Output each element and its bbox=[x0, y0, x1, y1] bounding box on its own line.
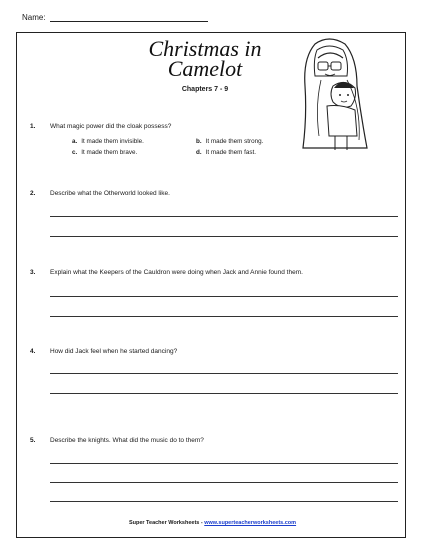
question-text-4: How did Jack feel when he started dancing? bbox=[50, 348, 178, 355]
answer-line[interactable] bbox=[50, 482, 398, 483]
name-label: Name: bbox=[22, 13, 46, 22]
answer-line[interactable] bbox=[50, 463, 398, 464]
answer-line[interactable] bbox=[50, 501, 398, 502]
name-line[interactable] bbox=[50, 13, 208, 22]
answer-line[interactable] bbox=[50, 393, 398, 394]
footer-brand: Super Teacher Worksheets bbox=[128, 520, 200, 526]
question-text-1: What magic power did the cloak possess? bbox=[50, 123, 172, 130]
jack-annie-cloak-illustration bbox=[285, 36, 375, 154]
question-number-3: 3. bbox=[30, 269, 36, 276]
choice-d[interactable] bbox=[196, 149, 256, 156]
choice-text: It made them invisible. bbox=[81, 138, 144, 145]
answer-line[interactable] bbox=[50, 236, 398, 237]
name-field-row bbox=[22, 13, 208, 22]
choice-letter: d. bbox=[196, 149, 202, 156]
footer-url-link[interactable]: www.superteacherworksheets.com bbox=[204, 520, 297, 526]
answer-line[interactable] bbox=[50, 316, 398, 317]
choice-letter: c. bbox=[72, 149, 78, 156]
choice-b[interactable] bbox=[196, 138, 263, 145]
question-text-2: Describe what the Otherworld looked like. bbox=[50, 190, 170, 197]
answer-line[interactable] bbox=[50, 216, 398, 217]
question-number-2: 2. bbox=[30, 190, 36, 197]
choice-text: It made them fast. bbox=[205, 149, 257, 156]
title-line-1: Christmas in bbox=[148, 36, 262, 61]
worksheet-title bbox=[130, 36, 280, 81]
question-text-3: Explain what the Keepers of the Cauldron were doing when Jack and Annie found them. bbox=[50, 269, 303, 276]
choice-text: It made them brave. bbox=[81, 149, 138, 156]
footer-separator: - bbox=[199, 520, 205, 526]
footer bbox=[0, 520, 425, 526]
question-number-1: 1. bbox=[30, 123, 36, 130]
choice-letter: a. bbox=[72, 138, 78, 145]
question-number-4: 4. bbox=[30, 348, 36, 355]
title-line-2: Camelot bbox=[167, 56, 243, 81]
answer-line[interactable] bbox=[50, 296, 398, 297]
choice-text: It made them strong. bbox=[205, 138, 264, 145]
chapters-label: Chapters 7 - 9 bbox=[181, 86, 229, 93]
answer-line[interactable] bbox=[50, 373, 398, 374]
question-number-5: 5. bbox=[30, 437, 36, 444]
choice-letter: b. bbox=[196, 138, 202, 145]
question-text-5: Describe the knights. What did the music do to them? bbox=[50, 437, 204, 444]
choice-a[interactable] bbox=[72, 138, 144, 145]
choice-c[interactable] bbox=[72, 149, 137, 156]
